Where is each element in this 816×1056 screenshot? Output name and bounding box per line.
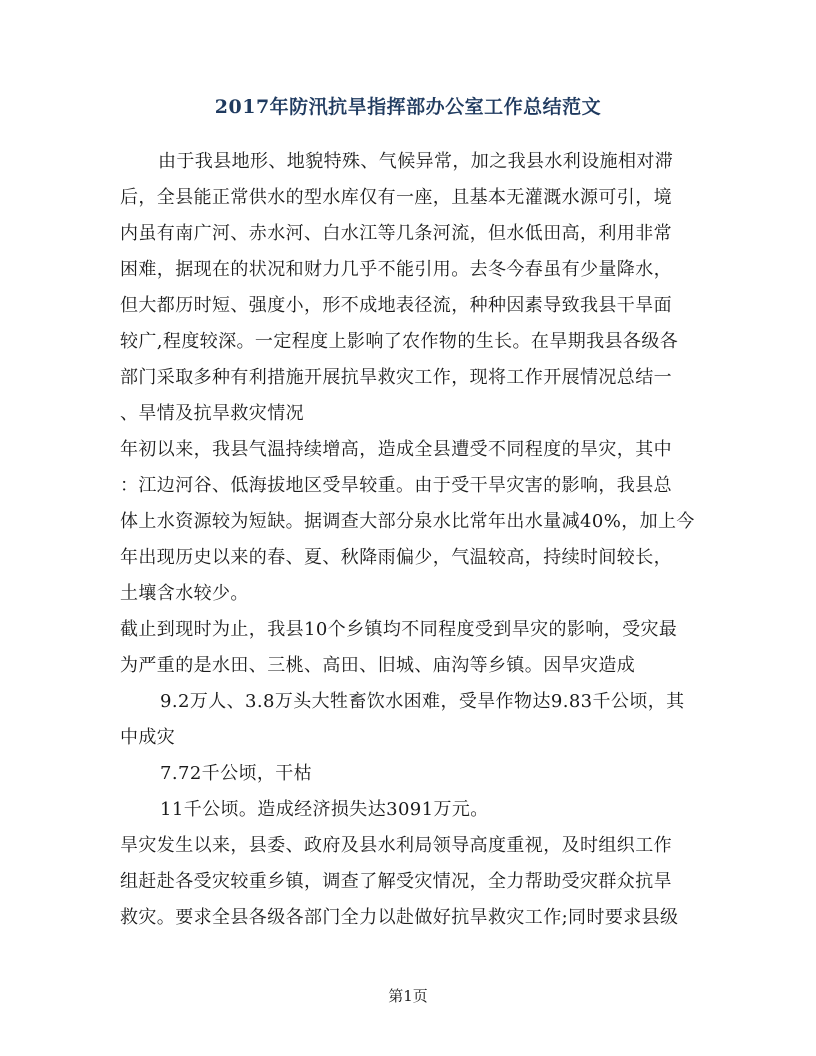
- body-line: 救灾。要求全县各级各部门全力以赴做好抗旱救灾工作;同时要求县级: [120, 907, 679, 928]
- body-line: ：江边河谷、低海拔地区受旱较重。由于受干旱灾害的影响，我县总: [120, 475, 672, 496]
- body-line: 年出现历史以来的春、夏、秋降雨偏少，气温较高，持续时间较长，: [120, 547, 672, 568]
- body-line: 体上水资源较为短缺。据调查大部分泉水比常年出水量减40%，加上今: [120, 511, 695, 532]
- page-number: 第1页: [388, 987, 428, 1005]
- body-line: 后，全县能正常供水的型水库仅有一座，且基本无灌溉水源可引，境: [120, 187, 672, 208]
- body-line: 内虽有南广河、赤水河、白水江等几条河流，但水低田高，利用非常: [120, 223, 672, 244]
- body-line: 为严重的是水田、三桃、高田、旧城、庙沟等乡镇。因旱灾造成: [120, 655, 636, 676]
- document-title: 2017年防汛抗旱指挥部办公室工作总结范文: [214, 96, 602, 118]
- body-line: 由于我县地形、地貌特殊、气候异常，加之我县水利设施相对滞: [158, 151, 674, 172]
- body-line: 9.2万人、3.8万头大牲畜饮水困难，受旱作物达9.83千公顷，其: [160, 691, 685, 712]
- body-line: 中成灾: [120, 727, 176, 748]
- body-line: 旱灾发生以来，县委、政府及县水利局领导高度重视，及时组织工作: [120, 835, 672, 856]
- body-line: 组赶赴各受灾较重乡镇，调查了解受灾情况，全力帮助受灾群众抗旱: [120, 871, 672, 892]
- body-line: 年初以来，我县气温持续增高，造成全县遭受不同程度的旱灾，其中: [120, 439, 672, 460]
- body-line: 困难，据现在的状况和财力几乎不能引用。去冬今春虽有少量降水，: [120, 259, 672, 280]
- body-line: 截止到现时为止，我县10个乡镇均不同程度受到旱灾的影响，受灾最: [120, 619, 678, 640]
- body-line: 土壤含水较少。: [120, 583, 249, 604]
- body-line: 7.72千公顷，干枯: [160, 763, 313, 784]
- section-heading: 、旱情及抗旱救灾情况: [120, 403, 304, 424]
- body-line: 较广,程度较深。一定程度上影响了农作物的生长。在旱期我县各级各: [120, 331, 679, 352]
- document-body: [120, 144, 695, 936]
- body-line: 但大都历时短、强度小，形不成地表径流，种种因素导致我县干旱面: [120, 295, 672, 316]
- body-line: 部门采取多种有利措施开展抗旱救灾工作，现将工作开展情况总结一: [120, 367, 672, 388]
- body-line: 11千公顷。造成经济损失达3091万元。: [160, 799, 489, 820]
